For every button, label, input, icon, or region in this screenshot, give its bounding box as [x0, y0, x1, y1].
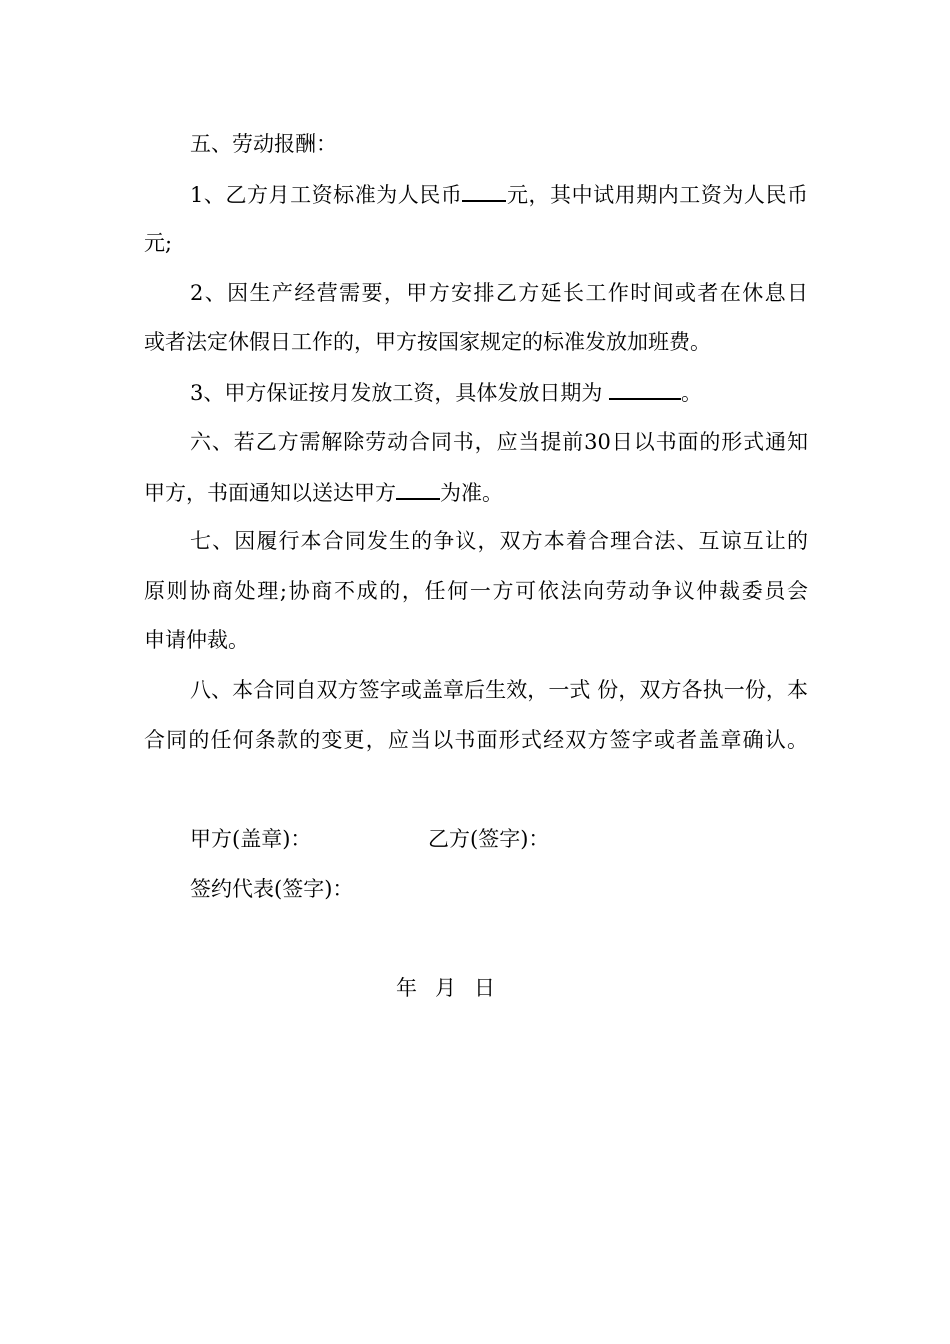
representative-row: [190, 875, 808, 903]
salary-blank: [462, 180, 506, 202]
section-6-line-1: [190, 428, 808, 456]
section-7-text-3: 申请仲裁。: [144, 628, 249, 652]
item-1-text-b: 元，其中试用期内工资为人民币: [506, 183, 808, 207]
section-8-text-2: 合同的任何条款的变更，应当以书面形式经双方签字或者盖章确认。: [144, 728, 808, 752]
item-1-text-a: 1、乙方月工资标准为人民币: [190, 183, 463, 207]
section-5-item-3: [190, 378, 808, 407]
pay-date-blank: [609, 378, 681, 400]
section-7-text-1: 七、因履行本合同发生的争议，双方本着合理合法、互谅互让的: [190, 529, 808, 553]
section-5-item-2-line-2: [144, 328, 808, 356]
section-5-item-1-line-2: [144, 229, 808, 257]
section-6-line-2: [144, 478, 808, 507]
item-1-text-c: 元;: [144, 231, 173, 255]
section-8-line-1: [190, 676, 808, 704]
section-6-text-2b: 为准。: [440, 481, 503, 505]
section-6-text-1: 六、若乙方需解除劳动合同书，应当提前30日以书面的形式通知: [190, 430, 808, 454]
section-8-text-1: 八、本合同自双方签字或盖章后生效，一式 份，双方各执一份，本: [190, 678, 808, 702]
section-8-line-2: [144, 726, 808, 754]
section-5-heading: [190, 130, 808, 158]
party-a-seal-label: 甲方(盖章)：: [190, 827, 312, 851]
item-2-text-1: 2、因生产经营需要，甲方安排乙方延长工作时间或者在休息日: [190, 281, 808, 305]
section-7-line-3: [144, 626, 808, 654]
section-7-text-2: 原则协商处理;协商不成的，任何一方可依法向劳动争议仲裁委员会: [144, 579, 808, 603]
representative-signature-label: 签约代表(签字)：: [190, 877, 354, 901]
date-month: 月: [435, 976, 456, 1000]
section-6-text-2a: 甲方，书面通知以送达甲方: [144, 481, 396, 505]
item-2-text-2: 或者法定休假日工作的，甲方按国家规定的标准发放加班费。: [144, 330, 711, 354]
section-5-item-1-line-1: [190, 180, 808, 209]
item-3-text-a: 3、甲方保证按月发放工资，具体发放日期为: [190, 381, 610, 405]
section-5-item-2-line-1: [190, 279, 808, 307]
delivery-blank: [396, 478, 440, 500]
item-3-text-b: 。: [681, 381, 703, 405]
date-year: 年: [396, 976, 417, 1000]
party-b-signature-label: 乙方(签字)：: [428, 827, 550, 851]
section-7-line-1: [190, 527, 808, 555]
section-7-line-2: [144, 577, 808, 605]
date-day: 日: [474, 976, 495, 1000]
date-line: [396, 974, 495, 1002]
section-5-heading-text: 五、劳动报酬：: [190, 132, 337, 156]
